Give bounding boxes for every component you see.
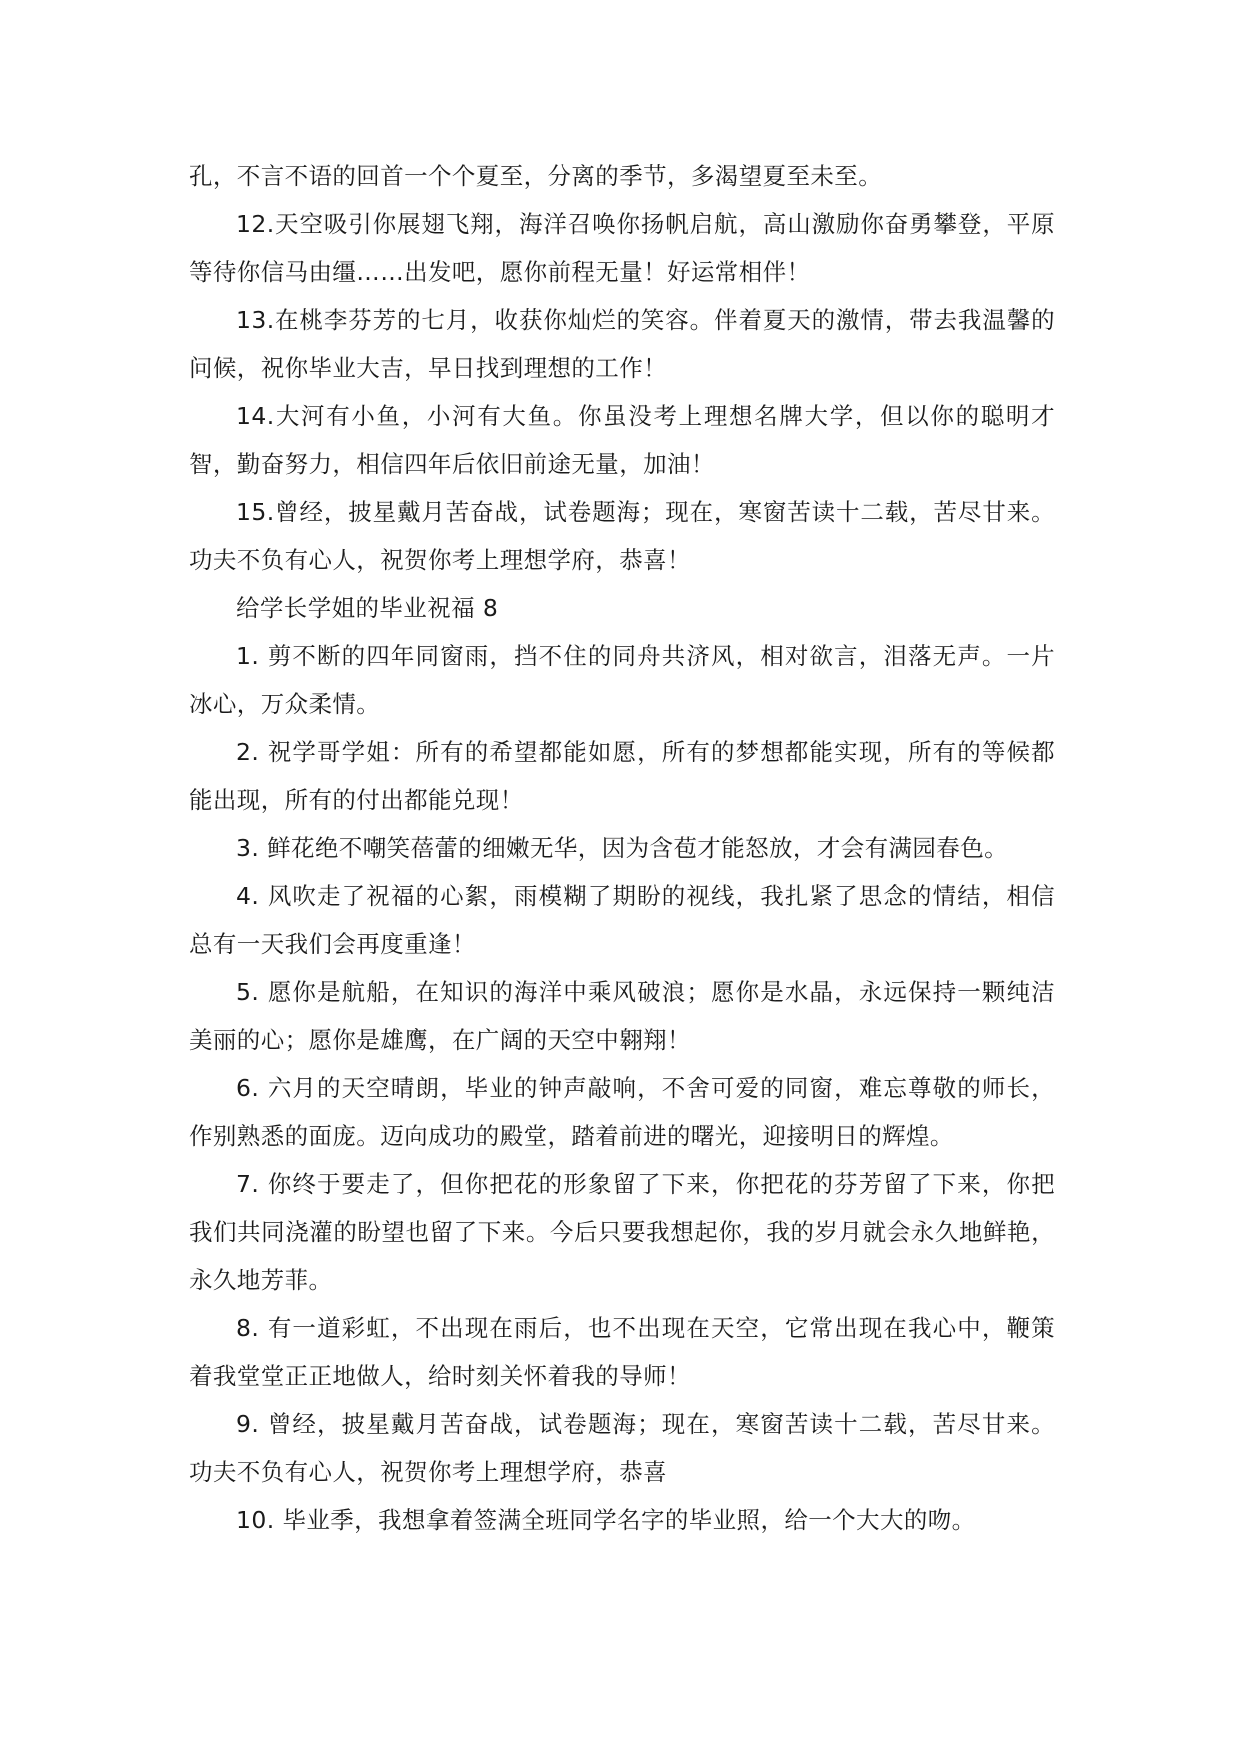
document-body bbox=[189, 152, 1055, 1544]
wish-item-7: 7. 你终于要走了，但你把花的形象留了下来，你把花的芬芳留了下来，你把我们共同浇灌的盼望也留了下来。今后只要我想起你，我的岁月就会永久地鲜艳，永久地芳菲。 bbox=[189, 1170, 1055, 1294]
section-title: 给学长学姐的毕业祝福 8 bbox=[236, 594, 499, 622]
wish-item-4: 4. 风吹走了祝福的心絮，雨模糊了期盼的视线，我扎紧了思念的情结，相信总有一天我们会再度重逢！ bbox=[189, 882, 1055, 958]
wish-item-2: 2. 祝学哥学姐：所有的希望都能如愿，所有的梦想都能实现，所有的等候都能出现，所有的付出都能兑现！ bbox=[189, 738, 1055, 814]
wish-item-12: 12.天空吸引你展翅飞翔，海洋召唤你扬帆启航，高山激励你奋勇攀登，平原等待你信马由缰……出发吧，愿你前程无量！好运常相伴！ bbox=[189, 210, 1055, 286]
wish-item-14: 14.大河有小鱼，小河有大鱼。你虽没考上理想名牌大学，但以你的聪明才智，勤奋努力，相信四年后依旧前途无量，加油！ bbox=[189, 402, 1055, 478]
continuation-paragraph: 孔，不言不语的回首一个个夏至，分离的季节，多渴望夏至未至。 bbox=[189, 162, 883, 190]
wish-item-13: 13.在桃李芬芳的七月，收获你灿烂的笑容。伴着夏天的激情，带去我温馨的问候，祝你毕业大吉，早日找到理想的工作！ bbox=[189, 306, 1055, 382]
wish-item-5: 5. 愿你是航船，在知识的海洋中乘风破浪；愿你是水晶，永远保持一颗纯洁美丽的心；愿你是雄鹰，在广阔的天空中翱翔！ bbox=[189, 978, 1055, 1054]
wish-item-15: 15.曾经，披星戴月苦奋战，试卷题海；现在，寒窗苦读十二载，苦尽甘来。功夫不负有心人，祝贺你考上理想学府，恭喜！ bbox=[189, 498, 1055, 574]
wish-item-8: 8. 有一道彩虹，不出现在雨后，也不出现在天空，它常出现在我心中，鞭策着我堂堂正正地做人，给时刻关怀着我的导师！ bbox=[189, 1314, 1055, 1390]
wish-item-6: 6. 六月的天空晴朗，毕业的钟声敲响，不舍可爱的同窗，难忘尊敬的师长，作别熟悉的面庞。迈向成功的殿堂，踏着前进的曙光，迎接明日的辉煌。 bbox=[189, 1074, 1055, 1150]
wish-item-3: 3. 鲜花绝不嘲笑蓓蕾的细嫩无华，因为含苞才能怒放，才会有满园春色。 bbox=[236, 834, 1008, 862]
wish-item-1: 1. 剪不断的四年同窗雨，挡不住的同舟共济风，相对欲言，泪落无声。一片冰心，万众柔情。 bbox=[189, 642, 1055, 718]
wish-item-10: 10. 毕业季，我想拿着签满全班同学名字的毕业照，给一个大大的吻。 bbox=[236, 1506, 976, 1534]
wish-item-9: 9. 曾经，披星戴月苦奋战，试卷题海；现在，寒窗苦读十二载，苦尽甘来。功夫不负有心人，祝贺你考上理想学府，恭喜 bbox=[189, 1410, 1055, 1486]
